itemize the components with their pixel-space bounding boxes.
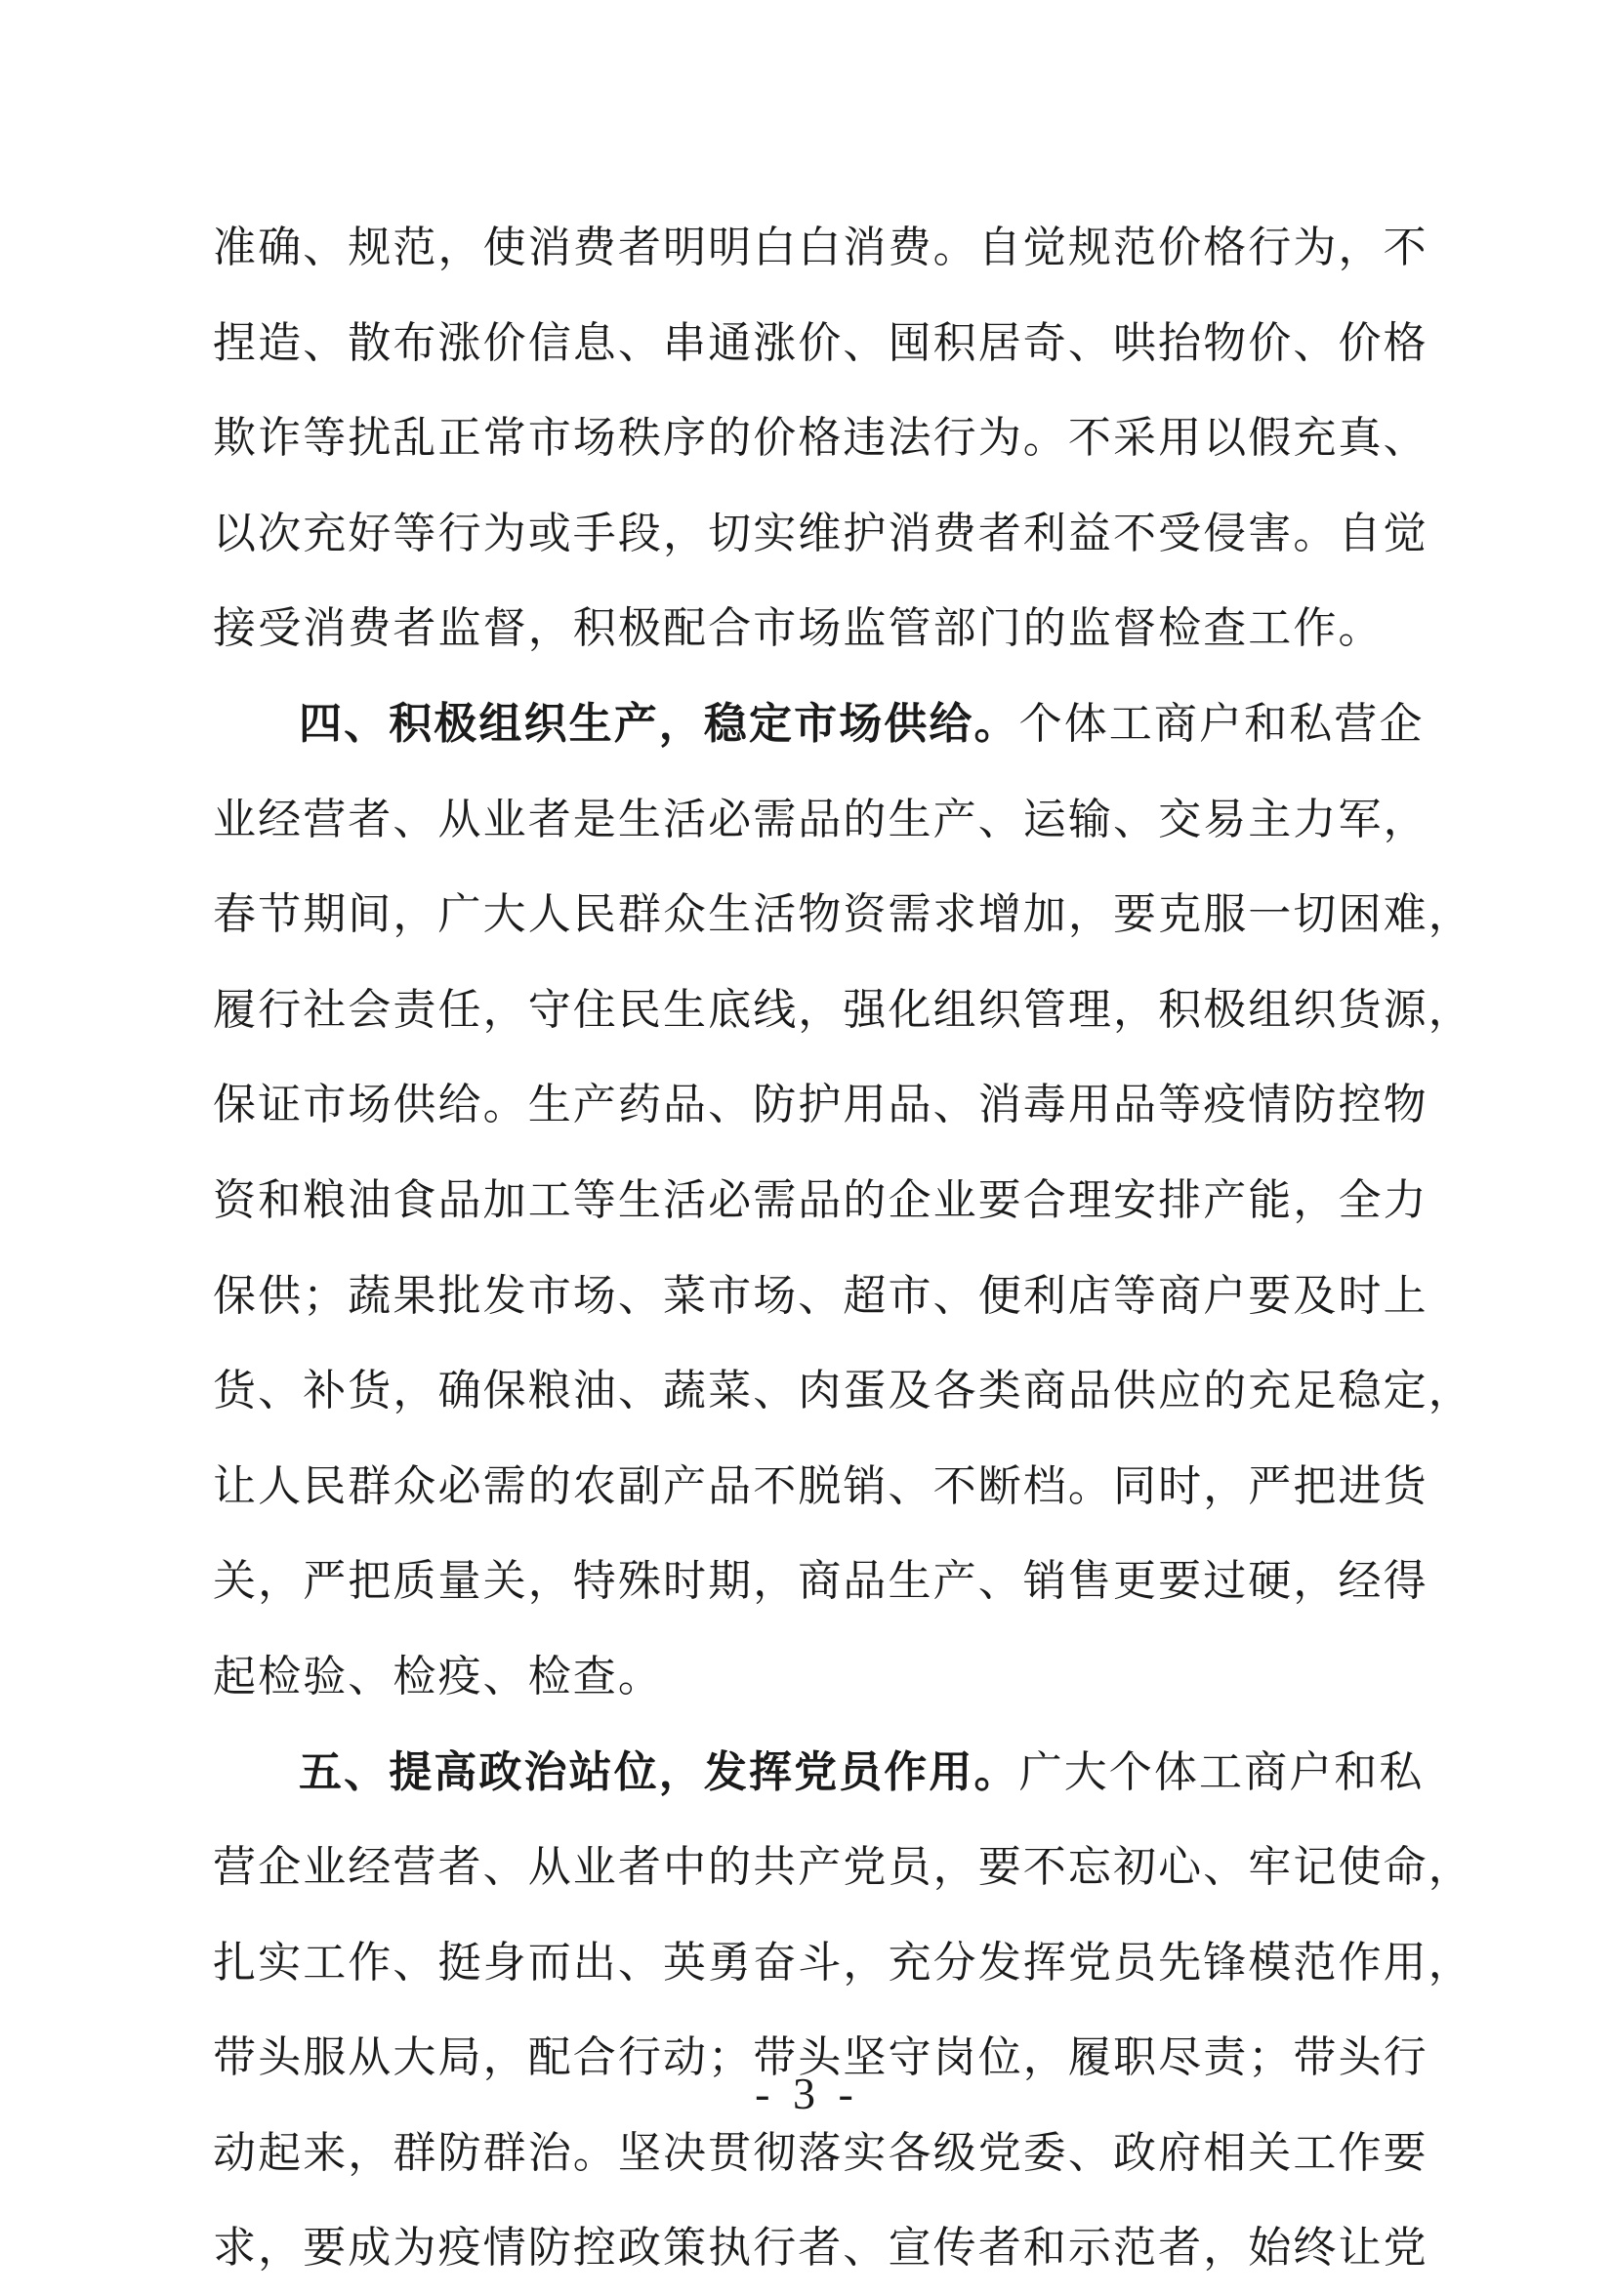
text-line: 资和粮油食品加工等生活必需品的企业要合理安排产能，全力 (213, 1174, 1428, 1225)
text-line: 以次充好等行为或手段，切实维护消费者利益不受侵害。自觉 (213, 508, 1428, 558)
section-five-first-line (213, 1725, 1424, 1821)
body-text (213, 200, 1473, 2296)
text-line: 捏造、散布涨价信息、串通涨价、囤积居奇、哄抬物价、价格 (213, 317, 1428, 368)
section-four-first-line (213, 676, 1424, 772)
text-line: 履行社会责任，守住民生底线，强化组织管理，积极组织货源， (213, 984, 1473, 1035)
text-line: 保供；蔬果批发市场、菜市场、超市、便利店等商户要及时上 (213, 1270, 1428, 1321)
text-line: 起检验、检疫、检查。 (213, 1651, 663, 1702)
section-heading-four: 四、积极组织生产，稳定市场供给。 (299, 698, 1019, 749)
text-line: 货、补货，确保粮油、蔬菜、肉蛋及各类商品供应的充足稳定， (213, 1366, 1473, 1416)
text-line: 扎实工作、挺身而出、英勇奋斗，充分发挥党员先锋模范作用， (213, 1937, 1473, 1988)
text-line: 关，严把质量关，特殊时期，商品生产、销售更要过硬，经得 (213, 1556, 1428, 1607)
text-line: 带头服从大局，配合行动；带头坚守岗位，履职尽责；带头行 (213, 2032, 1428, 2083)
text-line: 准确、规范，使消费者明明白白消费。自觉规范价格行为，不 (213, 223, 1428, 272)
text-line: 业经营者、从业者是生活必需品的生产、运输、交易主力军， (213, 794, 1428, 844)
text-line: 营企业经营者、从业者中的共产党员，要不忘初心、牢记使命， (213, 1842, 1473, 1893)
text-line: 接受消费者监督，积极配合市场监管部门的监督检查工作。 (213, 603, 1384, 654)
text-line: 个体工商户和私营企 (1018, 698, 1425, 749)
text-line: 欺诈等扰乱正常市场秩序的价格违法行为。不采用以假充真、 (213, 413, 1428, 464)
text-line: 保证市场供给。生产药品、防护用品、消毒用品等疫情防控物 (213, 1080, 1428, 1130)
page-number: - 3 - (755, 2069, 859, 2118)
text-line: 让人民群众必需的农副产品不脱销、不断档。同时，严把进货 (213, 1460, 1428, 1511)
text-line: 广大个体工商户和私 (1018, 1746, 1425, 1797)
text-line: 动起来，群防群治。坚决贯彻落实各级党委、政府相关工作要 (213, 2127, 1428, 2178)
text-line: 求，要成为疫情防控政策执行者、宣传者和示范者，始终让党 (213, 2223, 1428, 2274)
section-heading-five: 五、提高政治站位，发挥党员作用。 (299, 1746, 1019, 1797)
text-line: 春节期间，广大人民群众生活物资需求增加，要克服一切困难， (213, 889, 1473, 940)
